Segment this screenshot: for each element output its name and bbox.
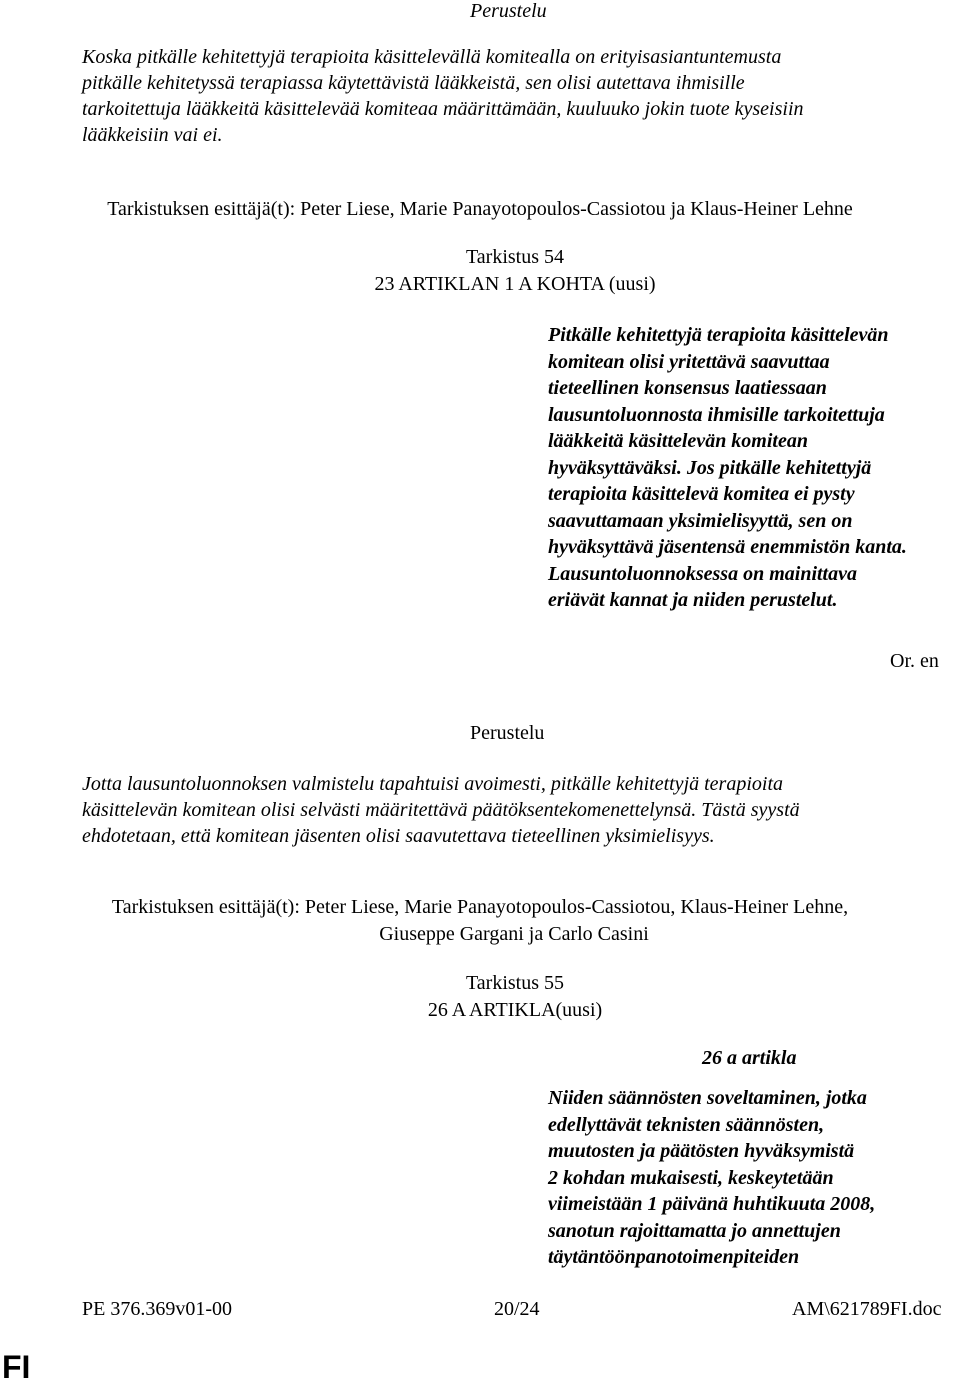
amendment-54-text bbox=[548, 322, 958, 614]
text-line: tarkoitettuja lääkkeitä käsittelevää komiteaa määrittämään, kuuluuko jokin tuote kyseisiin bbox=[82, 98, 804, 120]
language-mark: FI bbox=[2, 1349, 31, 1385]
amendment-55-article-heading: 26 a artikla bbox=[702, 1047, 797, 1069]
amendment-54-number: Tarkistus 54 bbox=[465, 246, 565, 268]
amendment-55-text bbox=[548, 1085, 958, 1271]
amendment-54-justification-text bbox=[82, 771, 942, 849]
amendment-line: hyväksyttäväksi. Jos pitkälle kehitettyjä bbox=[548, 456, 872, 479]
text-line: lääkkeisiin vai ei. bbox=[82, 124, 223, 146]
amendment-line: komitean olisi yritettävä saavuttaa bbox=[548, 350, 830, 373]
amendment-55-tabled-by-line-2: Giuseppe Gargani ja Carlo Casini bbox=[379, 923, 649, 945]
amendment-line: Niiden säännösten soveltaminen, jotka bbox=[548, 1087, 867, 1109]
amendment-line: lääkkeitä käsittelevän komitean bbox=[548, 430, 808, 452]
amendment-54-article: 23 ARTIKLAN 1 A KOHTA (uusi) bbox=[374, 273, 656, 295]
text-line: Jotta lausuntoluonnoksen valmistelu tapahtuisi avoimesti, pitkälle kehitettyjä terapioita bbox=[82, 773, 784, 795]
amendment-line: tieteellinen konsensus laatiessaan bbox=[548, 377, 827, 399]
amendment-54-tabled-by: Tarkistuksen esittäjä(t): Peter Liese, Marie Panayotopoulos-Cassiotou ja Klaus-Heiner Lehne bbox=[107, 198, 853, 220]
original-language: Or. en bbox=[890, 650, 939, 672]
footer-doc-name: AM\621789FI.doc bbox=[792, 1298, 942, 1320]
amendment-line: Pitkälle kehitettyjä terapioita käsittelevän bbox=[548, 324, 889, 346]
text-line: Koska pitkälle kehitettyjä terapioita käsittelevällä komitealla on erityisasiantuntemusta bbox=[82, 46, 782, 68]
top-justification-heading: Perustelu bbox=[470, 0, 547, 22]
amendment-line: muutosten ja päätösten hyväksymistä bbox=[548, 1140, 855, 1162]
amendment-line: eriävät kannat ja niiden perustelut. bbox=[548, 589, 838, 611]
text-line: ehdotetaan, että komitean jäsenten olisi saavutettava tieteellinen yksimielisyys. bbox=[82, 825, 715, 847]
amendment-line: edellyttävät teknisten säännösten, bbox=[548, 1113, 825, 1136]
amendment-55-article: 26 A ARTIKLA(uusi) bbox=[427, 999, 603, 1021]
amendment-line: hyväksyttävä jäsentensä enemmistön kanta. bbox=[548, 536, 907, 558]
amendment-55-tabled-by-line-1: Tarkistuksen esittäjä(t): Peter Liese, Marie Panayotopoulos-Cassiotou, Klaus-Heiner Lehne, bbox=[111, 896, 849, 918]
text-line: käsittelevän komitean olisi selvästi määritettävä päätöksentekomenettelynsä. Tästä syystä bbox=[82, 799, 800, 821]
amendment-line: Lausuntoluonnoksessa on mainittava bbox=[548, 562, 857, 585]
amendment-line: saavuttamaan yksimielisyyttä, sen on bbox=[548, 509, 853, 532]
amendment-55-number: Tarkistus 55 bbox=[465, 972, 565, 994]
text-line: pitkälle kehitetyssä terapiassa käytettävistä lääkkeistä, sen olisi autettava ihmisille bbox=[82, 72, 745, 94]
amendment-line: terapioita käsittelevä komitea ei pysty bbox=[548, 483, 855, 505]
amendment-54-justification-heading: Perustelu bbox=[470, 722, 545, 744]
amendment-line: lausuntoluonnosta ihmisille tarkoitettuja bbox=[548, 403, 885, 426]
amendment-line: 2 kohdan mukaisesti, keskeytetään bbox=[548, 1166, 834, 1189]
footer-reference: PE 376.369v01-00 bbox=[82, 1298, 232, 1320]
amendment-line: täytäntöönpanotoimenpiteiden bbox=[548, 1246, 800, 1268]
top-justification-text bbox=[82, 44, 942, 148]
amendment-line: viimeistään 1 päivänä huhtikuuta 2008, bbox=[548, 1193, 876, 1215]
amendment-line: sanotun rajoittamatta jo annettujen bbox=[548, 1219, 841, 1242]
footer-page-number: 20/24 bbox=[494, 1298, 540, 1320]
